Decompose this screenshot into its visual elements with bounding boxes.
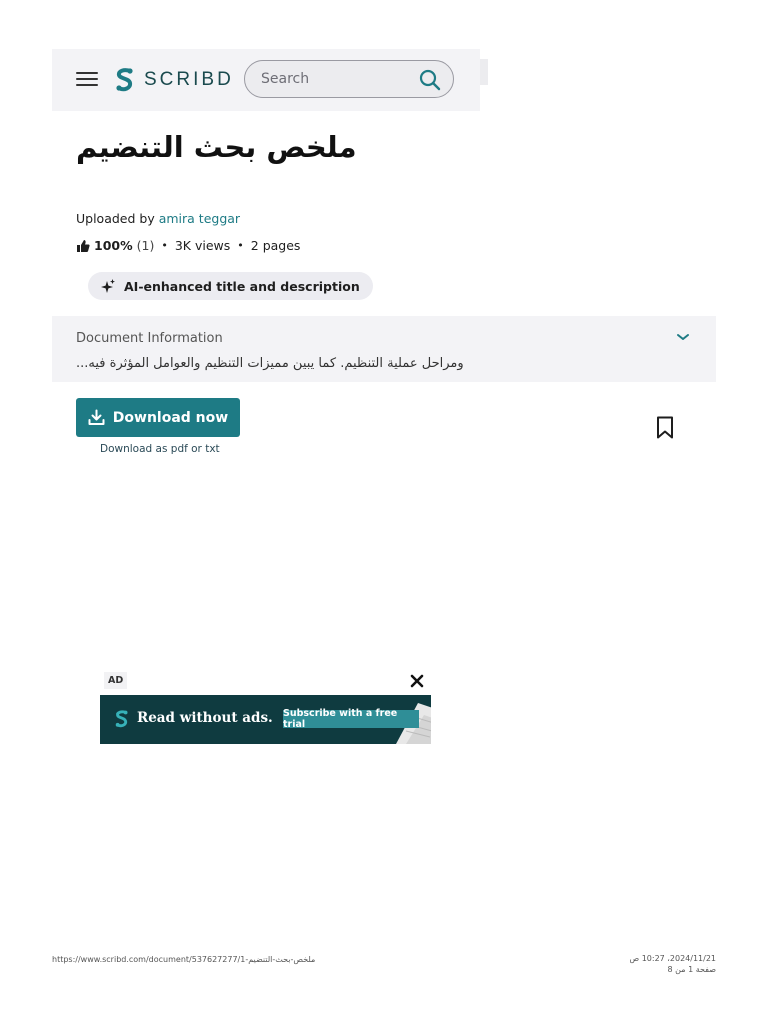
sparkle-icon <box>100 278 116 294</box>
ad-banner-text: Read without ads. <box>137 710 273 726</box>
header-edge <box>480 59 488 85</box>
stats-separator: • <box>161 239 168 252</box>
footer-page-number: صفحة 1 من 8 <box>667 965 716 974</box>
rating-count: (1) <box>136 238 155 253</box>
footer-url: https://www.scribd.com/document/537627277/1-ملخص-بحث-التنضيم <box>52 955 316 964</box>
download-button[interactable] <box>76 398 240 437</box>
thumbs-up-icon <box>76 239 90 253</box>
logo-text: SCRIBD <box>144 69 234 90</box>
download-button-label: Download now <box>112 409 229 426</box>
ai-enhanced-badge[interactable] <box>88 272 373 300</box>
search-input[interactable] <box>261 69 411 89</box>
search-icon[interactable] <box>419 69 441 91</box>
close-icon[interactable] <box>410 674 424 688</box>
subscribe-button[interactable]: Subscribe with a free trial <box>283 710 419 728</box>
document-information-panel[interactable] <box>52 316 716 382</box>
stats-separator: • <box>237 239 244 252</box>
ad-banner[interactable] <box>100 695 431 744</box>
ad-label: AD <box>104 672 127 689</box>
download-icon <box>88 409 105 426</box>
chevron-down-icon[interactable] <box>676 332 690 342</box>
top-header <box>52 49 480 111</box>
uploaded-by <box>76 211 240 226</box>
ai-badge-label: AI-enhanced title and description <box>124 278 360 294</box>
download-subtitle: Download as pdf or txt <box>100 443 220 455</box>
search-box <box>244 60 454 98</box>
uploaded-prefix: Uploaded by <box>76 211 155 226</box>
uploader-link[interactable]: amira teggar <box>158 211 241 226</box>
menu-icon[interactable] <box>76 72 98 88</box>
page-count: 2 pages <box>250 238 301 253</box>
scribd-logo-icon <box>114 709 130 729</box>
document-title: ملخص بحث التنضيم <box>76 130 357 164</box>
document-description: ...ومراحل عملية التنظيم. كما يبين مميزات التنظيم والعوامل المؤثرة فيه <box>76 356 464 371</box>
view-count: 3K views <box>174 238 231 253</box>
bookmark-icon[interactable] <box>656 416 674 439</box>
scribd-logo-icon <box>114 67 136 93</box>
document-stats <box>76 238 300 253</box>
scribd-logo[interactable] <box>114 66 234 94</box>
rating-value: 100% <box>94 238 133 253</box>
document-information-label: Document Information <box>76 331 223 346</box>
footer-date: 2024/11/21، 10:27 ص <box>629 954 716 963</box>
